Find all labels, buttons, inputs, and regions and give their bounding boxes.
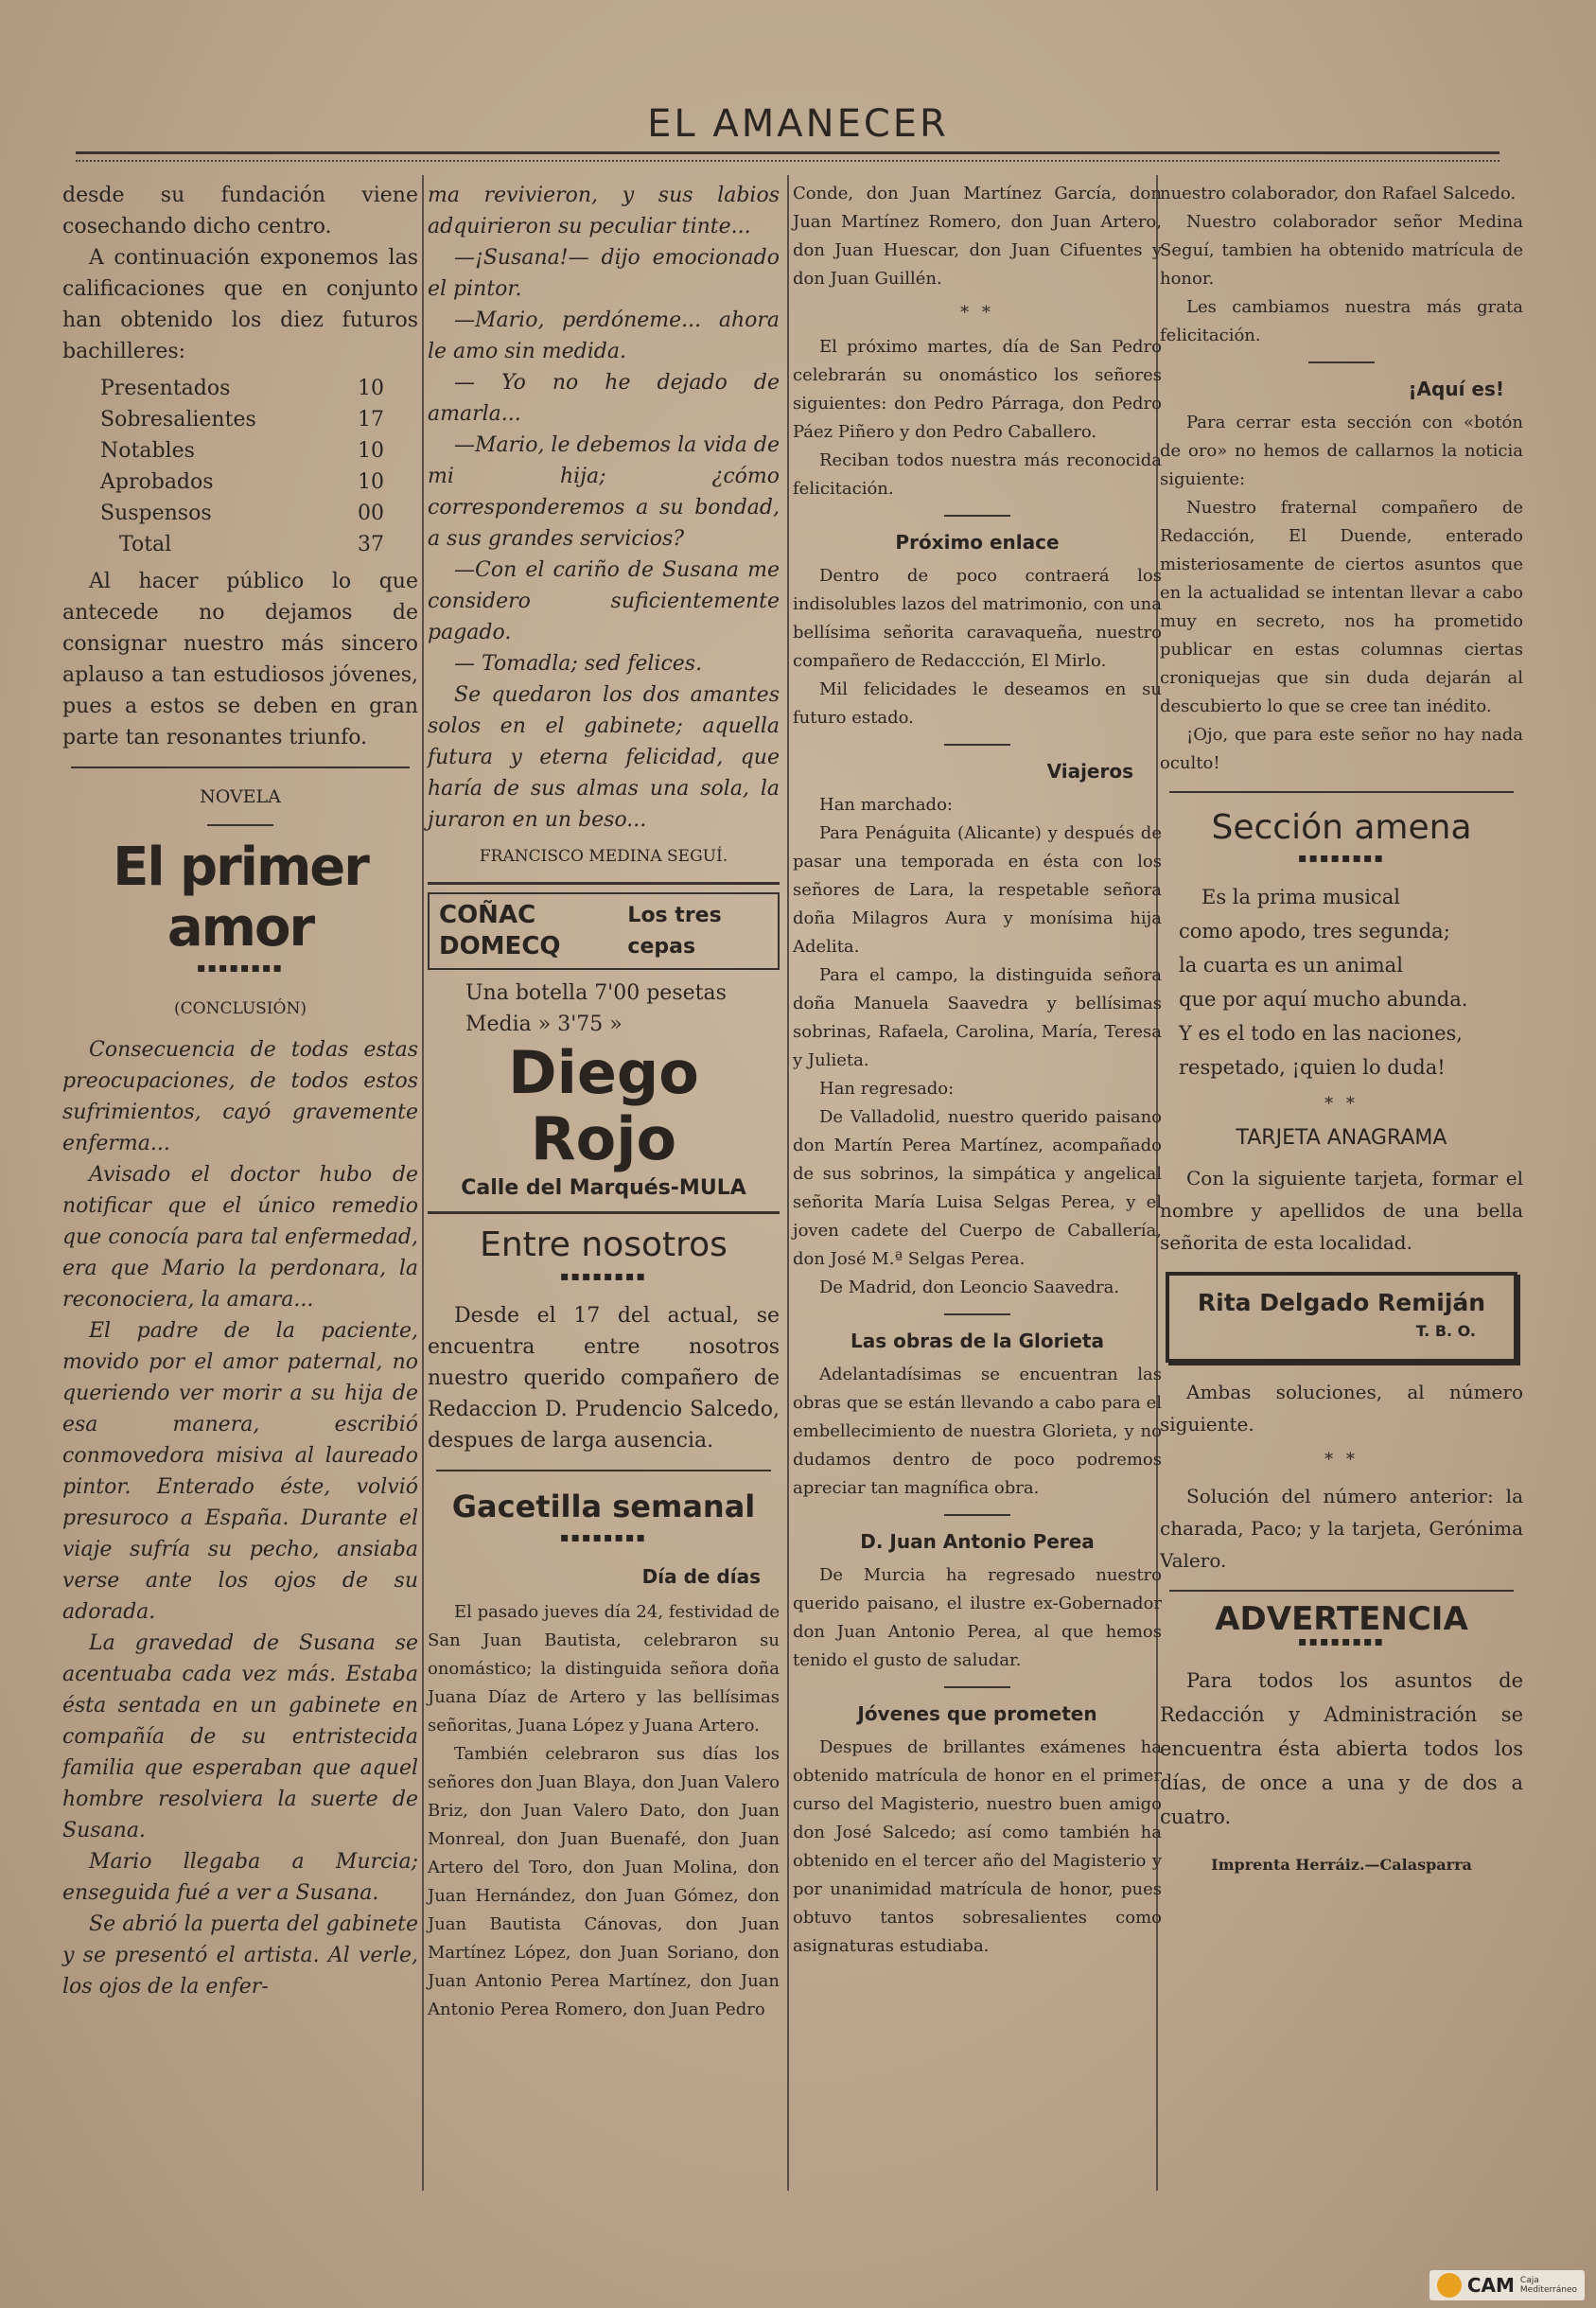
ad-price: Media » 3'75 » [465,1013,623,1036]
grade-value: 10 [358,470,384,494]
grade-label: Total [119,533,172,556]
logo-sub-line: Mediterráneo [1519,2285,1577,2295]
ornament: ▪▪▪▪▪▪▪▪ [197,960,284,976]
grade-label: Notables [100,439,195,463]
paragraph: Al hacer público lo que antecede no dejamos de consignar nuestro más sincero aplauso a tan estudiosos jóvenes, pues a estos se deben en gran parte tan resonantes triunfo. [62,570,418,749]
paragraph: Reciban todos nuestra más reconocida felicitación. [793,450,1162,499]
amena-title: Sección amena [1211,808,1472,847]
paragraph: Consecuencia de todas estas preocupaciones, de todos estos sufrimientos, cayó gravemente enferma... [62,1038,418,1155]
paragraph: Solución del número anterior: la charada, Paco; y la tarjeta, Gerónima Valero. [1160,1485,1523,1572]
ornament: ▪▪▪▪▪▪▪▪ [560,1530,647,1545]
paragraph: Nuestro colaborador señor Medina Seguí, tambien ha obtenido matrícula de honor. [1160,212,1523,289]
paragraph: — Tomadla; sed felices. [454,652,703,676]
ad-name: Diego Rojo [508,1038,699,1173]
paragraph: Para Penáguita (Alicante) y después de pasar una temporada en ésta con los señores de Lara, la respetable señora doña Milagros Aura y monísima hija Adelita. [793,823,1162,957]
poem-line: como apodo, tres segunda; [1179,920,1450,943]
paragraph: Para el campo, la distinguida señora doña Manuela Saavedra y bellísimas sobrinas, Rafaela, Carolina, María, Teresa y Julieta. [793,965,1162,1070]
grade-row [100,435,384,467]
paragraph: De Madrid, don Leoncio Saavedra. [819,1277,1120,1297]
column-2 [428,180,780,2024]
paragraph: Nuestro fraternal compañero de Redacción, El Duende, enterado misteriosamente de ciertos asuntos que en la actualidad se intentan llevar a cabo muy en secreto, nos ha prometido publicar en estas columnas ciertas croniquejas que sin duda dejarán al descubierto lo que se cree tan inédito. [1160,498,1523,716]
paragraph: —Mario, le debemos la vida de mi hija; ¿cómo corresponderemos a su bondad, a sus grandes servicios? [428,433,780,551]
ornament: ▪▪▪▪▪▪▪▪ [1298,1634,1385,1649]
section-rule [436,1470,770,1471]
paragraph: Mario llegaba a Murcia; enseguida fué a ver a Susana. [62,1850,418,1905]
paragraph: Se quedaron los dos amantes solos en el gabinete; aquella futura y eterna felicidad, que haría de sus almas una sola, la juraron en un beso... [428,683,780,832]
small-rule [944,1686,1010,1688]
advertencia-title: ADVERTENCIA [1215,1600,1468,1638]
ad-price: Una botella 7'00 pesetas [465,981,727,1005]
column-3 [793,180,1162,1961]
header-rule [76,151,1500,162]
ornament: ▪▪▪▪▪▪▪▪ [1298,851,1385,866]
stars-separator: * * [1324,1094,1359,1114]
paragraph: Dentro de poco contraerá los indisolubles lazos del matrimonio, con una bellísima señorita caravaqueña, nuestro compañero de Redaccción, El Mirlo. [793,566,1162,671]
dia-title: Día de días [641,1565,761,1588]
paragraph: —¡Susana!— dijo emocionado el pintor. [428,246,780,301]
stars-separator: * * [960,303,994,323]
grade-row [100,498,384,529]
poem-line: que por aquí mucho abunda. [1179,988,1468,1011]
card-name: Rita Delgado Remiján [1197,1289,1486,1316]
grade-row [100,467,384,498]
paragraph: Desde el 17 del actual, se encuentra entre nosotros nuestro querido compañero de Redaccion D. Prudencio Salcedo, despues de larga ausencia. [428,1304,780,1453]
paragraph: Mil felicidades le deseamos en su futuro estado. [793,679,1162,728]
small-rule [944,1313,1010,1315]
section-rule [71,766,409,768]
poem-line: respetado, ¡quien lo duda! [1179,1056,1446,1079]
grade-value: 17 [358,408,384,432]
paragraph: Han regresado: [819,1079,955,1099]
column-1 [62,180,418,2002]
grade-value: 10 [358,377,384,400]
masthead: EL AMANECER [647,102,949,146]
grade-row [100,373,384,404]
paragraph: El próximo martes, día de San Pedro celebrarán su onomástico los señores siguientes: don Pedro Párraga, don Pedro Páez Piñero y don Pedro Caballero. [793,337,1162,442]
paragraph: De Valladolid, nuestro querido paisano don Martín Perea Martínez, acompañado de sus sobrinos, la simpática y angelical señorita María Luisa Selgas Perea, y el joven cadete del Cuerpo de Caballería, don José M.ª Selgas Perea. [793,1107,1162,1269]
grade-label: Suspensos [100,502,212,525]
card-tbo: T. B. O. [1415,1322,1476,1340]
paragraph: El padre de la paciente, movido por el amor paternal, no queriendo ver morir a su hija de esa manera, escribió conmovedora misiva al laureado pintor. Enterado éste, volvió presuroco a España. Durante el viaje sufría su pecho, ansiaba verse ante los ojos de su adorada. [62,1319,418,1624]
paragraph: Con la siguiente tarjeta, formar el nombre y apellidos de una bella señorita de esta localidad. [1160,1167,1523,1254]
tarjeta-title: TARJETA ANAGRAMA [1236,1126,1447,1150]
ad-brand-right: Los tres cepas [627,904,722,959]
column-divider [422,175,424,2191]
paragraph: Para todos los asuntos de Redacción y Administración se encuentra ésta abierta todos los días, de once a una y de dos a cuatro. [1160,1669,1523,1828]
novela-title: El primer amor [113,837,368,959]
paragraph: Adelantadísimas se encuentran las obras que se están llevando a cabo para el embellecimiento de nuestra Glorieta, y no dudamos dentro de poco podremos apreciar tan magnífica obra. [793,1365,1162,1498]
paragraph: — Yo no he dejado de amarla... [428,371,780,426]
paragraph: —Mario, perdóneme... ahora le amo sin medida. [428,308,780,363]
grade-row-total [100,529,384,560]
advertisement [428,882,780,1214]
paragraph: —Con el cariño de Susana me considero suficientemente pagado. [428,558,780,644]
paragraph: A continuación exponemos las calificaciones que en conjunto han obtenido los diez futuros bachilleres: [62,246,418,363]
cam-logo [1429,2270,1585,2300]
section-rule [1169,791,1515,793]
imprenta-line: Imprenta Herráiz.—Calasparra [1211,1856,1472,1874]
section-rule [1169,1590,1515,1592]
grades-table [100,373,384,560]
column-4 [1160,180,1523,1879]
ornament: ▪▪▪▪▪▪▪▪ [560,1269,647,1284]
column-divider [787,175,789,2191]
logo-text: CAM [1466,2274,1515,2297]
paragraph: ¡Ojo, que para este señor no hay nada oculto! [1160,725,1523,773]
small-rule [207,824,273,826]
paragraph: Ambas soluciones, al número siguiente. [1160,1381,1523,1436]
grade-value: 10 [358,439,384,463]
jovenes-title: Jóvenes que prometen [857,1702,1097,1725]
viajeros-title: Viajeros [1046,760,1133,783]
logo-sub [1520,2276,1577,2295]
poem-line: Es la prima musical [1201,886,1400,908]
small-rule [1308,361,1375,363]
grade-value: 00 [358,502,384,525]
anagram-card [1166,1272,1517,1363]
perea-title: D. Juan Antonio Perea [860,1530,1095,1553]
small-rule [944,744,1010,746]
paragraph: La gravedad de Susana se acentuaba cada vez más. Estaba ésta sentada en un gabinete en compañía de su entristecida familia que esperaban que aquel hombre resolviera la suerte de Susana. [62,1631,418,1842]
small-rule [944,515,1010,517]
grade-row [100,404,384,435]
paragraph: El pasado jueves día 24, festividad de San Juan Bautista, celebraron su onomástico; la distinguida señora doña Juana Díaz de Artero y las bellísimas señoritas, Juana López y Juana Artero. [428,1602,780,1735]
ad-address: Calle del Marqués-MULA [461,1176,746,1200]
paragraph: ma revivieron, y sus labios adquirieron su peculiar tinte... [428,184,780,238]
paragraph: También celebraron sus días los señores don Juan Blaya, don Juan Valero Briz, don Juan Valero Dato, don Juan Monreal, don Juan Buenafé, don Juan Artero del Toro, don Juan Molina, don Juan Hernández, don Juan Gómez, don Juan Bautista Cánovas, don Juan Martínez López, don Juan Soriano, don Juan Antonio Perea Martínez, don Juan Antonio Perea Romero, don Juan Pedro [428,1744,780,2019]
paragraph: Despues de brillantes exámenes ha obtenido matrícula de honor en el primer curso del Magisterio, nuestro buen amigo don José Salcedo; así como también ha obtenido en el tercer año del Magisterio y por unanimidad matrícula de honor, pues obtuvo tantos sobresalientes como asignaturas estudiaba. [793,1737,1162,1956]
stars-separator: * * [1324,1450,1359,1470]
poem-line: Y es el todo en las naciones, [1179,1022,1463,1045]
paragraph: Avisado el doctor hubo de notificar que el único remedio que conocía para tal enfermedad, era que Mario la perdonara, la reconociera, la amara... [62,1163,418,1312]
paragraph: desde su fundación viene cosechando dicho centro. [62,184,418,238]
poem-line: la cuarta es un animal [1179,954,1403,977]
glorieta-title: Las obras de la Glorieta [851,1330,1104,1352]
paragraph: De Murcia ha regresado nuestro querido paisano, el ilustre ex-Gobernador don Juan Antonio Perea, al que hemos tenido el gusto de saludar. [793,1565,1162,1670]
paragraph: Conde, don Juan Martínez García, don Juan Martínez Romero, don Juan Artero, don Juan Huescar, don Juan Cifuentes y don Juan Guillén. [793,184,1162,289]
paragraph: Han marchado: [819,795,953,815]
grade-label: Presentados [100,377,231,400]
poem [1160,880,1523,1084]
gacetilla-title: Gacetilla semanal [451,1489,756,1524]
aqui-title: ¡Aquí es! [1408,378,1504,400]
entre-title: Entre nosotros [480,1225,728,1264]
conclusion-label: (CONCLUSIÓN) [174,999,307,1018]
paragraph: Les cambiamos nuestra más grata felicitación. [1160,297,1523,345]
author-signature: FRANCISCO MEDINA SEGUÍ. [479,847,728,866]
paragraph: nuestro colaborador, don Rafael Salcedo. [1160,184,1517,203]
logo-mark-icon [1437,2273,1462,2298]
small-rule [944,1514,1010,1516]
ad-brand-left: COÑAC DOMECQ [439,901,561,960]
grade-label: Sobresalientes [100,408,256,432]
logo-sub-line: Caja [1519,2276,1539,2285]
grade-value: 37 [358,533,384,556]
novela-label: NOVELA [200,786,281,807]
paragraph: Para cerrar esta sección con «botón de oro» no hemos de callarnos la noticia siguiente: [1160,413,1523,489]
enlace-title: Próximo enlace [895,531,1060,554]
grade-label: Aprobados [100,470,214,494]
paragraph: Se abrió la puerta del gabinete y se presentó el artista. Al verle, los ojos de la enfer- [62,1912,418,1999]
ad-brand [428,892,780,970]
